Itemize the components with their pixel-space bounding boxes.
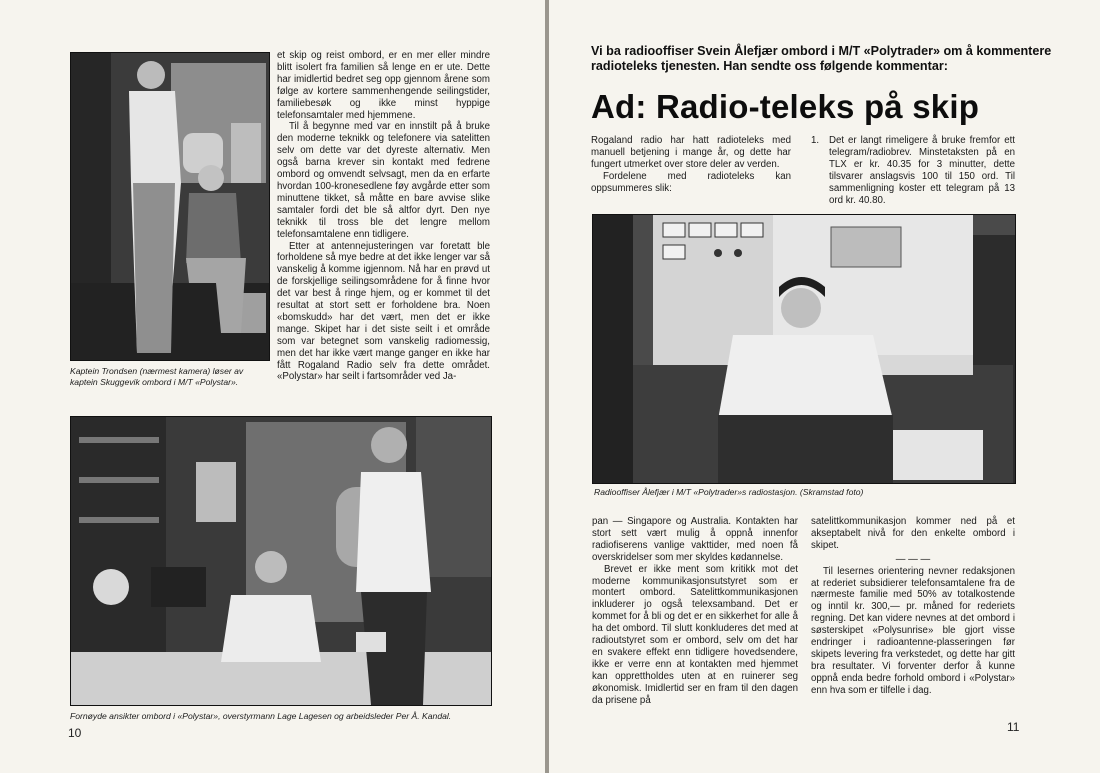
article-lead: Vi ba radiooffiser Svein Ålefjær ombord i M/T «Polytrader» om å kommentere radioteleks tjenesten. Han sendte oss følgende kommentar:	[591, 44, 1052, 73]
photo-captains-caption: Kaptein Trondsen (nærmest kamera) løser av kaptein Skuggevik ombord i M/T «Polystar».	[70, 366, 244, 387]
photo-radio-station-image	[593, 215, 1015, 483]
photo-captains-image	[71, 53, 269, 360]
intro-paragraph-2: Fordelene med radioteleks kan oppsummeres slik:	[591, 170, 791, 194]
list-item-text: Det er langt rimeligere å bruke fremfor ett telegram/radiobrev. Minstetaksten på en TLX er kr. 40.35 for 3 minutter, dette tilsvarer anslagsvis 100 til 150 ord. Til sammenligning koster ett telegram på 13 ord kr. 40.80.	[829, 135, 1015, 206]
page-number-right: 11	[1007, 720, 1020, 734]
bottom-right-column	[811, 516, 1015, 697]
bottom-left-paragraph-1: pan — Singapore og Australia. Kontakten har stort sett vært mulig å oppnå innenfor radiofiserens vanlige vakttider, med noen få overskridelser som mer skyldes kødannelse.	[592, 516, 798, 563]
photo-captains	[70, 52, 270, 361]
left-column-paragraph-1: et skip og reist ombord, er en mer eller mindre blitt isolert fra familien så lenge en er ute. Dette har imidlertid bedret seg opp gjennom årene som følge av kortere sammenhengende seilingstider, familiebesøk og ikke minst hyppige telefonsamtaler med hjemmene.	[277, 50, 490, 121]
photo-radio-station	[592, 214, 1016, 484]
intro-right-column	[811, 135, 1015, 206]
bottom-right-paragraph-1: satelittkommunikasjon kommer ned på et akseptabelt nivå for den enkelte ombord i skipet.	[811, 516, 1015, 551]
photo-radio-station-caption: Radiooffiser Ålefjær i M/T «Polytrader»s radiostasjon. (Skramstad foto)	[594, 487, 864, 497]
bottom-right-paragraph-2: Til lesernes orientering nevner redaksjonen at rederiet subsidierer telefonsamtalene fra de nærmeste familie med 50% av totalkostende og inntil kr. 300,— pr. måned for rederiets regning. Det kan videre nevnes at det ombord i søsterskipet «Polysunrise» ble gjort visse endringer i radioantenne-plasseringen før skipets levering fra verkstedet, og dette har gitt bra resultater. Vi forventer derfor å kunne oppnå enda bedre forhold ombord i «Polystar» enn hva som er tilfelle i dag.	[811, 565, 1015, 696]
left-page	[0, 0, 545, 773]
left-column-paragraph-2: Til å begynne med var en innstilt på å bruke den moderne teknikk og telefonere via satelitten selv om dette var det dyreste alternativ. Men også barna krever sin kontakt med fedrene ombord og omvendt selvsagt, men da en erfarte hvordan 100-kronesedlene føy avgårde etter som minuttene tikket, så måtte en bare avvise slike samtaler fordi det ble så altfor dyrt. Den nye teknikk til tross ble det lengre mellom telefonsamtalene enn tidligere.	[277, 121, 490, 240]
article-headline: Ad: Radio-teleks på skip	[591, 88, 980, 125]
intro-paragraph-1: Rogaland radio har hatt radioteleks med manuell betjening i mange år, og dette har fungert utmerket over store deler av verden.	[591, 135, 791, 170]
bottom-left-column	[592, 516, 798, 707]
photo-crew-caption: Fornøyde ansikter ombord i «Polystar», overstyrmann Lage Lagesen og arbeidsleder Per Å. Kandal.	[70, 711, 452, 721]
section-separator: — — —	[895, 553, 931, 565]
right-page	[549, 0, 1100, 773]
photo-crew	[70, 416, 492, 706]
photo-crew-image	[71, 417, 491, 705]
intro-left-column	[591, 135, 791, 195]
left-column-paragraph-3: Etter at antennejusteringen var foretatt ble forholdene så mye bedre at det ikke lenger var så vanskelig å komme igjennom. Nå har en prøvd ut de forskjellige seilingsområdene for å finne hvor det var best å ringe hjem, og er kommet til det resultat at stort sett er forholdene bra. Noen «bomskudd» har det vært, men det er ikke mange. Skipet har i det siste seilt i et område som var betegnet som vanskelig radiomessig, men det har ikke vært mange ganger en ikke har fått Rogaland Radio selv fra dette området. «Polystar» har seilt i fartsområder ved Ja-	[277, 240, 490, 383]
page-number-left: 10	[68, 726, 82, 740]
advantage-list-item-1	[811, 135, 1015, 206]
bottom-left-paragraph-2: Brevet er ikke ment som kritikk mot det moderne kommunikasjonsutstyret som er montert ombord. Satelittkommunikasjonen inkluderer jo også telexsamband. Det er kommet for å bli og det er en sikkerhet for alle å ha det ombord. Til slutt konkluderes det med at radioutstyret som er ombord, selv om det har en svakere effekt enn tidligere hovedsendere, ikke er verre enn at kontakten med hjemmet kan opprettholdes uten at en ruinerer seg økonomisk. Imidlertid ser en fram til den dagen da prisene på	[592, 563, 798, 706]
list-item-number: 1.	[811, 135, 820, 146]
left-column-text	[277, 50, 490, 390]
